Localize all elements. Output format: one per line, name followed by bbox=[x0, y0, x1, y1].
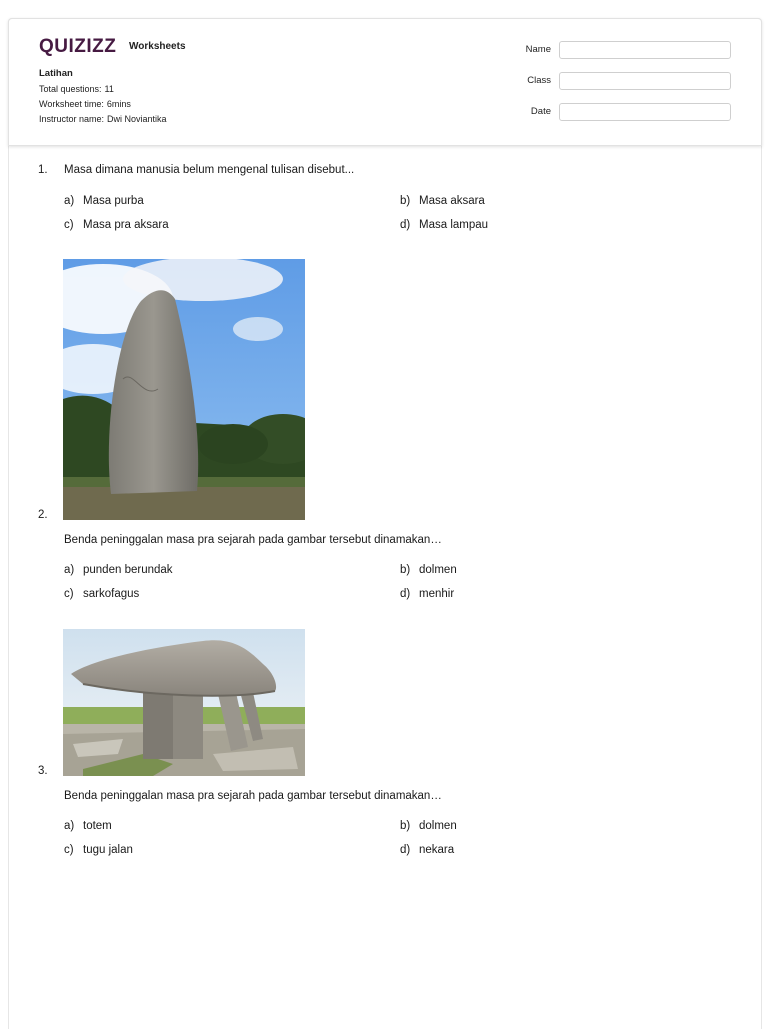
option-text: totem bbox=[83, 820, 112, 832]
option-letter: b) bbox=[400, 820, 411, 832]
logo-subtitle: Worksheets bbox=[129, 41, 186, 52]
option-a bbox=[64, 195, 144, 207]
worksheet-time bbox=[39, 99, 131, 109]
option-text: sarkofagus bbox=[83, 588, 140, 600]
worksheet-header bbox=[8, 18, 762, 146]
option-a bbox=[64, 820, 112, 832]
instructor-value: Dwi Noviantika bbox=[107, 114, 167, 124]
option-letter: a) bbox=[64, 195, 75, 207]
question-text: Benda peninggalan masa pra sejarah pada gambar tersebut dinamakan… bbox=[64, 790, 442, 802]
name-label: Name bbox=[525, 44, 551, 55]
option-text: Masa purba bbox=[83, 195, 144, 207]
class-label: Class bbox=[527, 75, 551, 86]
option-letter: a) bbox=[64, 564, 75, 576]
name-field[interactable] bbox=[559, 41, 731, 59]
option-c bbox=[64, 844, 133, 856]
option-letter: c) bbox=[64, 588, 74, 600]
option-b bbox=[400, 820, 457, 832]
date-label: Date bbox=[530, 106, 551, 117]
option-letter: c) bbox=[64, 219, 74, 231]
option-letter: d) bbox=[400, 844, 411, 856]
option-text: menhir bbox=[419, 588, 455, 600]
instructor-name bbox=[39, 114, 167, 124]
option-text: dolmen bbox=[419, 820, 457, 832]
worksheet-time-label: Worksheet time: bbox=[39, 99, 104, 109]
option-b bbox=[400, 564, 457, 576]
question-text: Masa dimana manusia belum mengenal tulisan disebut... bbox=[64, 164, 355, 176]
question-number: 3. bbox=[38, 765, 48, 777]
option-letter: c) bbox=[64, 844, 74, 856]
instructor-label: Instructor name: bbox=[39, 114, 105, 124]
option-text: Masa aksara bbox=[419, 195, 485, 207]
option-letter: d) bbox=[400, 588, 411, 600]
option-letter: a) bbox=[64, 820, 75, 832]
option-b bbox=[400, 195, 485, 207]
worksheet-title: Latihan bbox=[39, 68, 73, 79]
date-field[interactable] bbox=[559, 103, 731, 121]
dolmen-photo bbox=[63, 629, 305, 776]
option-letter: d) bbox=[400, 219, 411, 231]
worksheet-time-value: 6mins bbox=[106, 99, 131, 109]
option-c bbox=[64, 588, 139, 600]
option-text: dolmen bbox=[419, 564, 457, 576]
option-d bbox=[400, 219, 488, 231]
option-text: punden berundak bbox=[83, 564, 173, 576]
option-text: nekara bbox=[419, 844, 455, 856]
option-text: Masa lampau bbox=[419, 219, 489, 231]
option-c bbox=[64, 219, 169, 231]
option-a bbox=[64, 564, 173, 576]
total-questions bbox=[39, 84, 114, 94]
class-field[interactable] bbox=[559, 72, 731, 90]
option-letter: b) bbox=[400, 564, 411, 576]
option-d bbox=[400, 588, 454, 600]
question-number: 2. bbox=[38, 509, 48, 521]
question-number: 1. bbox=[38, 164, 48, 176]
option-d bbox=[400, 844, 454, 856]
option-text: tugu jalan bbox=[83, 844, 133, 856]
menhir-photo bbox=[63, 259, 305, 520]
option-letter: b) bbox=[400, 195, 411, 207]
question-text: Benda peninggalan masa pra sejarah pada gambar tersebut dinamakan… bbox=[64, 534, 442, 546]
total-questions-label: Total questions: bbox=[39, 84, 102, 94]
option-text: Masa pra aksara bbox=[83, 219, 169, 231]
total-questions-value: 11 bbox=[104, 84, 114, 94]
quizizz-logo: QUIZIZZ bbox=[39, 36, 117, 57]
